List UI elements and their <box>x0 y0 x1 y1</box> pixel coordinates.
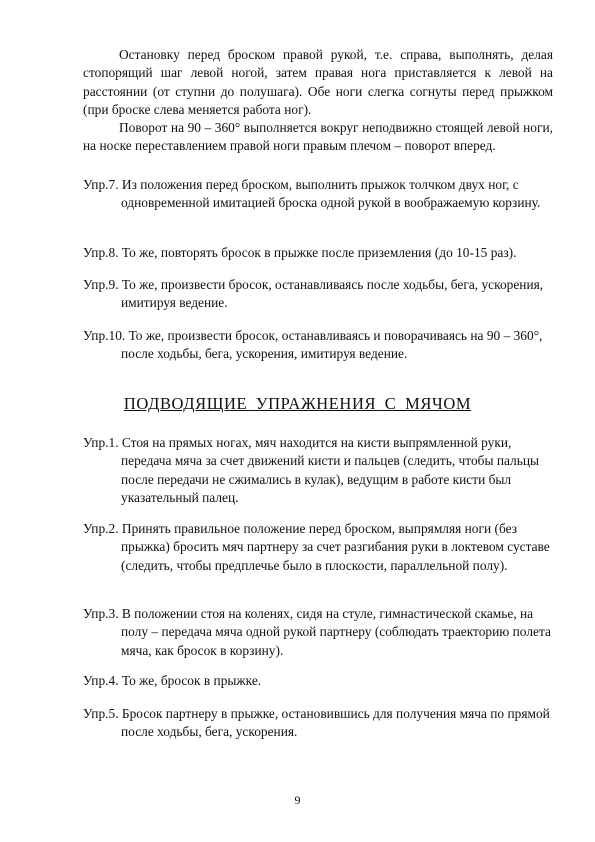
exercise-item <box>83 244 555 262</box>
exercise-text: Упр.8. То же, повторять бросок в прыжке после приземления (до 10-15 раз). <box>83 245 517 260</box>
page-number: 9 <box>294 793 301 807</box>
exercise-text: Упр.3. В положении стоя на коленях, сидя на стуле, гимнастической скамье, на полу – передача мяча одной рукой партнеру (соблюдать траекторию полета мяча, как бросок в корзину). <box>83 606 551 658</box>
exercise-item <box>83 520 555 575</box>
exercise-text: Упр.1. Стоя на прямых ногах, мяч находится на кисти выпрямленной руки, передача мяча за счет движений кисти и пальцев (следить, чтобы пальцы после передачи не сжимались в кулак), ведущим в работе кисти был указательный палец. <box>83 435 539 505</box>
exercise-item <box>83 176 555 213</box>
exercise-text: Упр.9. То же, произвести бросок, останавливаясь после ходьбы, бега, ускорения, имитируя ведение. <box>83 277 544 311</box>
exercise-item <box>83 276 555 313</box>
intro-paragraph: Остановку перед броском правой рукой, т.е. справа, выполнять, делая стопорящий шаг левой ногой, затем правая нога приставляется к левой на расстоянии (от ступни до полушага). Обе ноги слегка согнуты перед прыжком (при броске слева меняется работа ног). <box>83 47 553 117</box>
exercise-text: Упр.4. То же, бросок в прыжке. <box>83 673 262 688</box>
exercise-text: Упр.5. Бросок партнеру в прыжке, остановившись для получения мяча по прямой после ходьбы, бега, ускорения. <box>83 706 550 740</box>
exercise-text: Упр.2. Принять правильное положение перед броском, выпрямляя ноги (без прыжка) бросить мяч партнеру за счет разгибания руки в локтевом суставе (следить, чтобы предплечье было в плоскости, параллельной полу). <box>83 521 550 573</box>
intro-text <box>83 46 553 156</box>
intro-paragraph: Поворот на 90 – 360° выполняется вокруг неподвижно стоящей левой ноги, на носке переставлением правой ноги правым плечом – поворот вперед. <box>83 120 553 154</box>
exercise-item <box>83 672 555 690</box>
exercise-item <box>83 327 555 364</box>
exercise-text: Упр.10. То же, произвести бросок, останавливаясь и поворачиваясь на 90 – 360°, после ходьбы, бега, ускорения, имитируя ведение. <box>83 328 543 362</box>
exercise-item <box>83 705 555 742</box>
exercise-item <box>83 605 555 660</box>
exercise-item <box>83 434 555 507</box>
exercise-text: Упр.7. Из положения перед броском, выполнить прыжок толчком двух ног, с одновременной имитацией броска одной рукой в воображаемую корзину. <box>83 177 541 211</box>
section-title: ПОДВОДЯЩИЕ УПРАЖНЕНИЯ С МЯЧОМ <box>123 394 472 413</box>
